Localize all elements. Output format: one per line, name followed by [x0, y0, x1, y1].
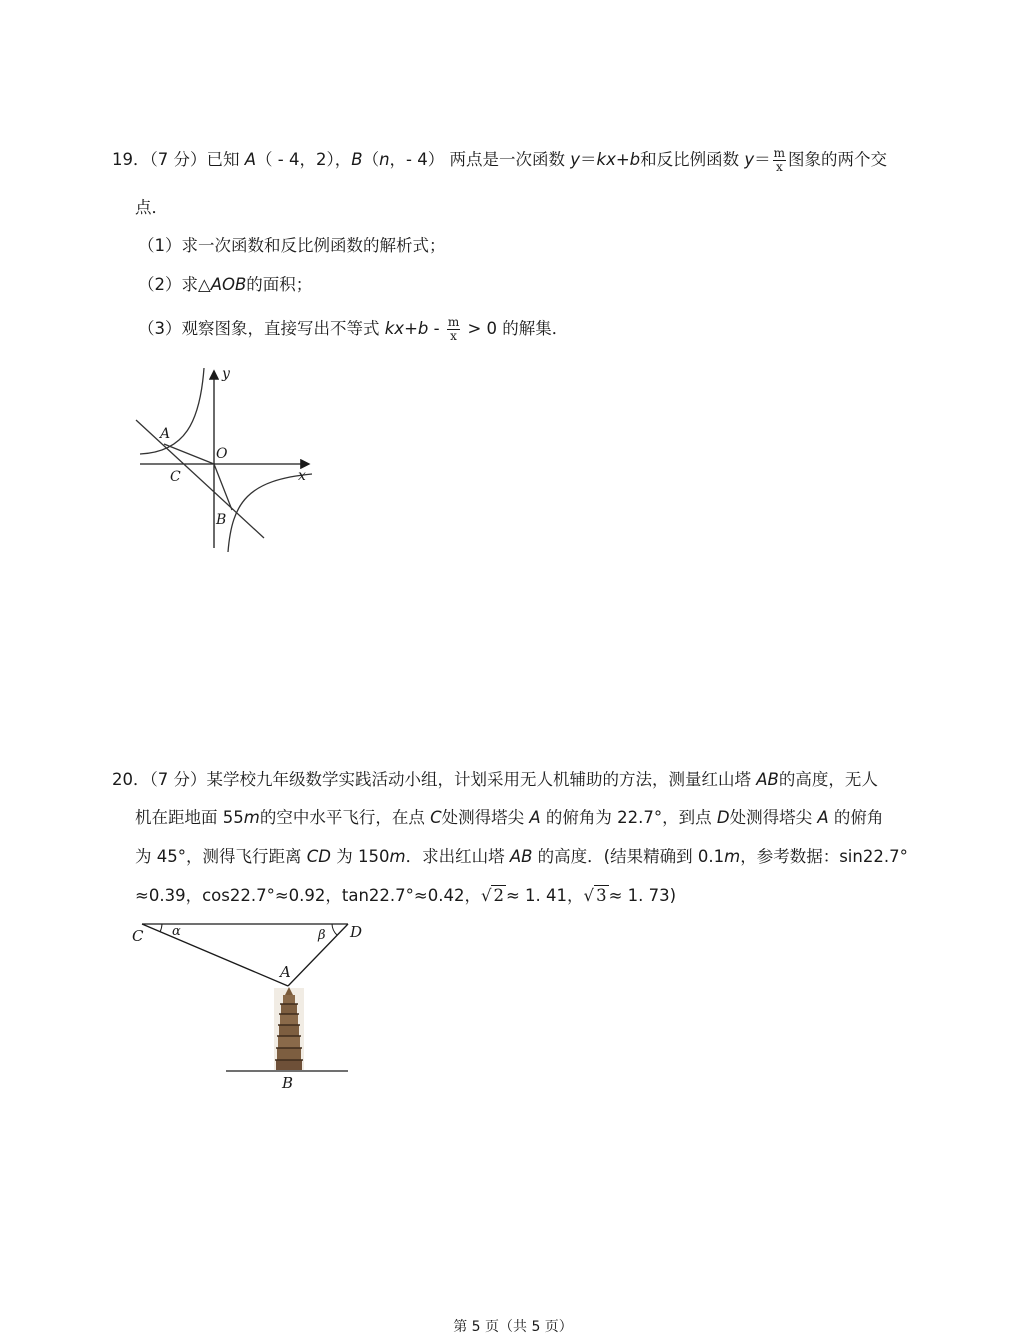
y-axis-label: y — [222, 366, 230, 382]
q19-line1: 19．（7 分）已知 A（ - 4，2），B（n，- 4） 两点是一次函数 y＝kx+b和反比例函数 y＝ $\frac{m}{x}$ 图象的两个交 — [112, 146, 888, 174]
sqrt-2: √ 2 — [480, 886, 504, 905]
q19-part3: （3）观察图象，直接写出不等式 kx+b - $\frac{m}{x}$ > 0 的解集． — [138, 315, 569, 343]
q19-line2: 点． — [135, 198, 168, 217]
angle-beta-arc — [332, 924, 337, 935]
sight-line-ca — [142, 924, 288, 986]
q20-line3: 为 45°，测得飞行距离 CD 为 150m．求出红山塔 AB 的高度．(结果精确到 0.1m，参考数据：sin22.7° — [135, 847, 908, 866]
q20-score: （7 分） — [149, 770, 207, 789]
page-footer: 第 5 页（共 5 页） — [453, 1319, 573, 1335]
q19-number: 19． — [112, 150, 150, 169]
sqrt-3: √ 3 — [583, 886, 607, 905]
q20-line1: 20．（7 分）某学校九年级数学实践活动小组，计划采用无人机辅助的方法，测量红山塔 AB的高度，无人 — [112, 770, 878, 789]
q20-number: 20． — [112, 770, 150, 789]
q19-part1: （1）求一次函数和反比例函数的解析式； — [138, 236, 446, 255]
line-ab — [136, 420, 264, 538]
point-d-label: D — [350, 923, 363, 941]
point-b-label: B — [216, 512, 227, 528]
q19-part2: （2）求△AOB的面积； — [138, 275, 313, 294]
angle-alpha-label: α — [172, 924, 181, 939]
line-ao — [164, 444, 214, 464]
point-b-label: B — [282, 1074, 294, 1092]
line-ob — [214, 464, 232, 510]
point-a-label: A — [160, 426, 171, 442]
fraction-m-over-x-2: $\frac{m}{x}$ — [447, 315, 460, 343]
fraction-m-over-x: $\frac{m}{x}$ — [773, 146, 786, 174]
tower-image — [274, 987, 304, 1070]
point-a-label: A — [280, 963, 291, 981]
q19-score: （7 分） — [149, 150, 207, 169]
q20-line2: 机在距地面 55m的空中水平飞行，在点 C处测得塔尖 A 的俯角为 22.7°，到点 D处测得塔尖 A 的俯角 — [135, 808, 884, 827]
q20-tower-figure — [128, 915, 368, 1095]
hyperbola-lower-right — [228, 474, 312, 552]
angle-beta-label: β — [318, 928, 326, 943]
x-axis-label: x — [298, 468, 306, 484]
q19-function-graph — [130, 362, 320, 557]
point-o-label: O — [216, 446, 228, 462]
hyperbola-upper-left — [140, 368, 204, 454]
point-c-label: C — [170, 469, 181, 485]
point-c-label: C — [132, 927, 144, 945]
angle-alpha-arc — [160, 924, 162, 932]
q20-line4: ≈0.39，cos22.7°≈0.92，tan22.7°≈0.42，√ 2 ≈ 1. 41，√ 3 ≈ 1. 73) — [135, 886, 677, 905]
